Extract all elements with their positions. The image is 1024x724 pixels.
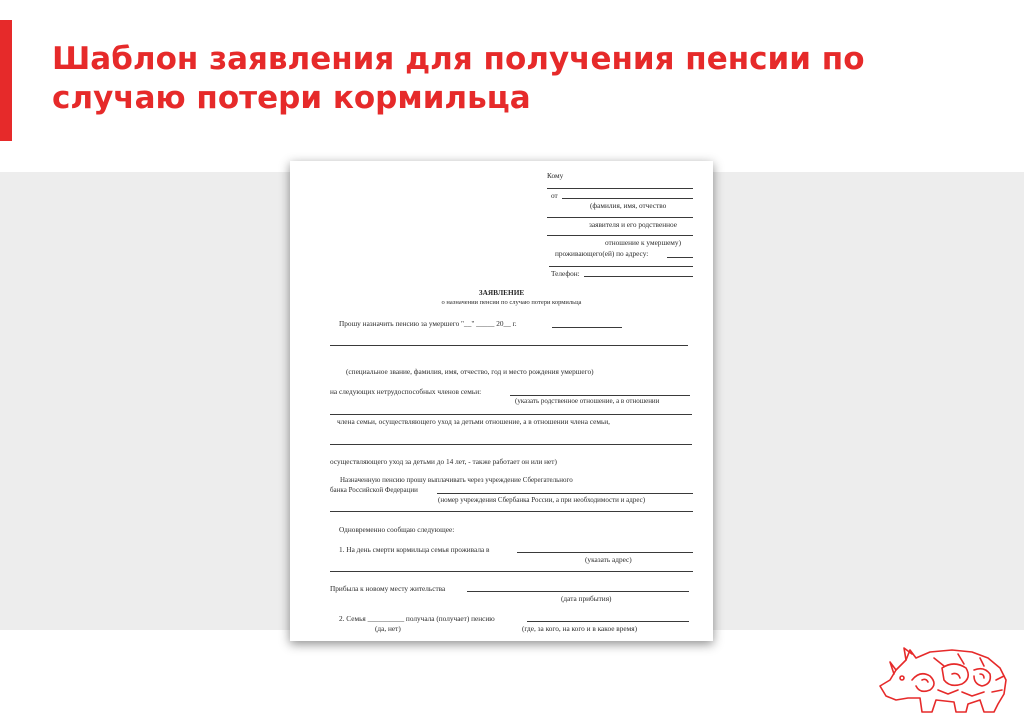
caregiver-text-2: осуществляющего уход за детьми до 14 лет, - также работает он или нет)	[330, 457, 557, 466]
fio-line	[547, 217, 693, 218]
item-1: 1. На день смерти кормильца семья проживала в	[339, 545, 490, 554]
address-line	[517, 552, 693, 553]
payment-text-1: Назначенную пенсию прошу выплачивать через учреждение Сберегательного	[340, 476, 573, 484]
from-line	[562, 198, 693, 199]
bank-line-2	[330, 511, 693, 512]
family-line-2	[330, 414, 692, 415]
item-2: 2. Семья __________ получала (получает) пенсию	[339, 614, 495, 623]
relation-hint: (указать родственное отношение, а в отношении	[515, 397, 660, 405]
family-line	[510, 395, 690, 396]
to-label: Кому	[547, 171, 564, 180]
phone-label: Телефон:	[551, 269, 580, 278]
deceased-line	[330, 345, 688, 346]
residence-line	[667, 257, 693, 258]
request-text: Прошу назначить пенсию за умершего "__" _____ 20__ г.	[339, 319, 517, 328]
applicant-caption: заявителя и его родственное	[589, 220, 677, 229]
residence-label: проживающего(ей) по адресу:	[555, 249, 649, 258]
family-label: на следующих нетрудоспособных членов семьи:	[330, 387, 482, 396]
from-label: от	[551, 191, 558, 200]
payment-text-2: банка Российской Федерации	[330, 486, 418, 494]
page-title: Шаблон заявления для получения пенсии по случаю потери кормильца	[52, 41, 865, 116]
application-template-document	[290, 161, 713, 641]
fio-caption: (фамилия, имя, отчество	[590, 201, 667, 210]
caregiver-line	[330, 444, 692, 445]
rhino-logo	[872, 640, 1012, 716]
bank-line	[437, 493, 693, 494]
arrival-line	[467, 591, 689, 592]
applicant-line	[547, 235, 693, 236]
arrival-caption: (дата прибытия)	[561, 594, 612, 603]
phone-line	[584, 276, 693, 277]
bank-caption: (номер учреждения Сбербанка России, а при необходимости и адрес)	[438, 496, 646, 504]
relation-caption: отношение к умершему)	[605, 238, 682, 247]
address-line-2	[330, 571, 693, 572]
accent-bar	[0, 20, 12, 141]
arrival-label: Прибыла к новому месту жительства	[330, 584, 446, 593]
caregiver-text: члена семьи, осуществляющего уход за детьми отношение, а в отношении члена семьи,	[337, 417, 610, 426]
request-line	[552, 327, 622, 328]
yes-no-caption: (да, нет)	[375, 624, 401, 633]
deceased-caption: (специальное звание, фамилия, имя, отчество, год и место рождения умершего)	[346, 367, 594, 376]
to-line	[547, 188, 693, 189]
where-caption: (где, за кого, на кого и в какое время)	[522, 624, 637, 633]
pension-line	[527, 621, 689, 622]
document-heading: ЗАЯВЛЕНИЕ	[478, 288, 525, 297]
document-subheading: о назначении пенсии по случаю потери кормильца	[441, 299, 582, 306]
address-caption: (указать адрес)	[585, 555, 632, 564]
also-report: Одновременно сообщаю следующее:	[339, 525, 455, 534]
residence-line-2	[549, 266, 693, 267]
